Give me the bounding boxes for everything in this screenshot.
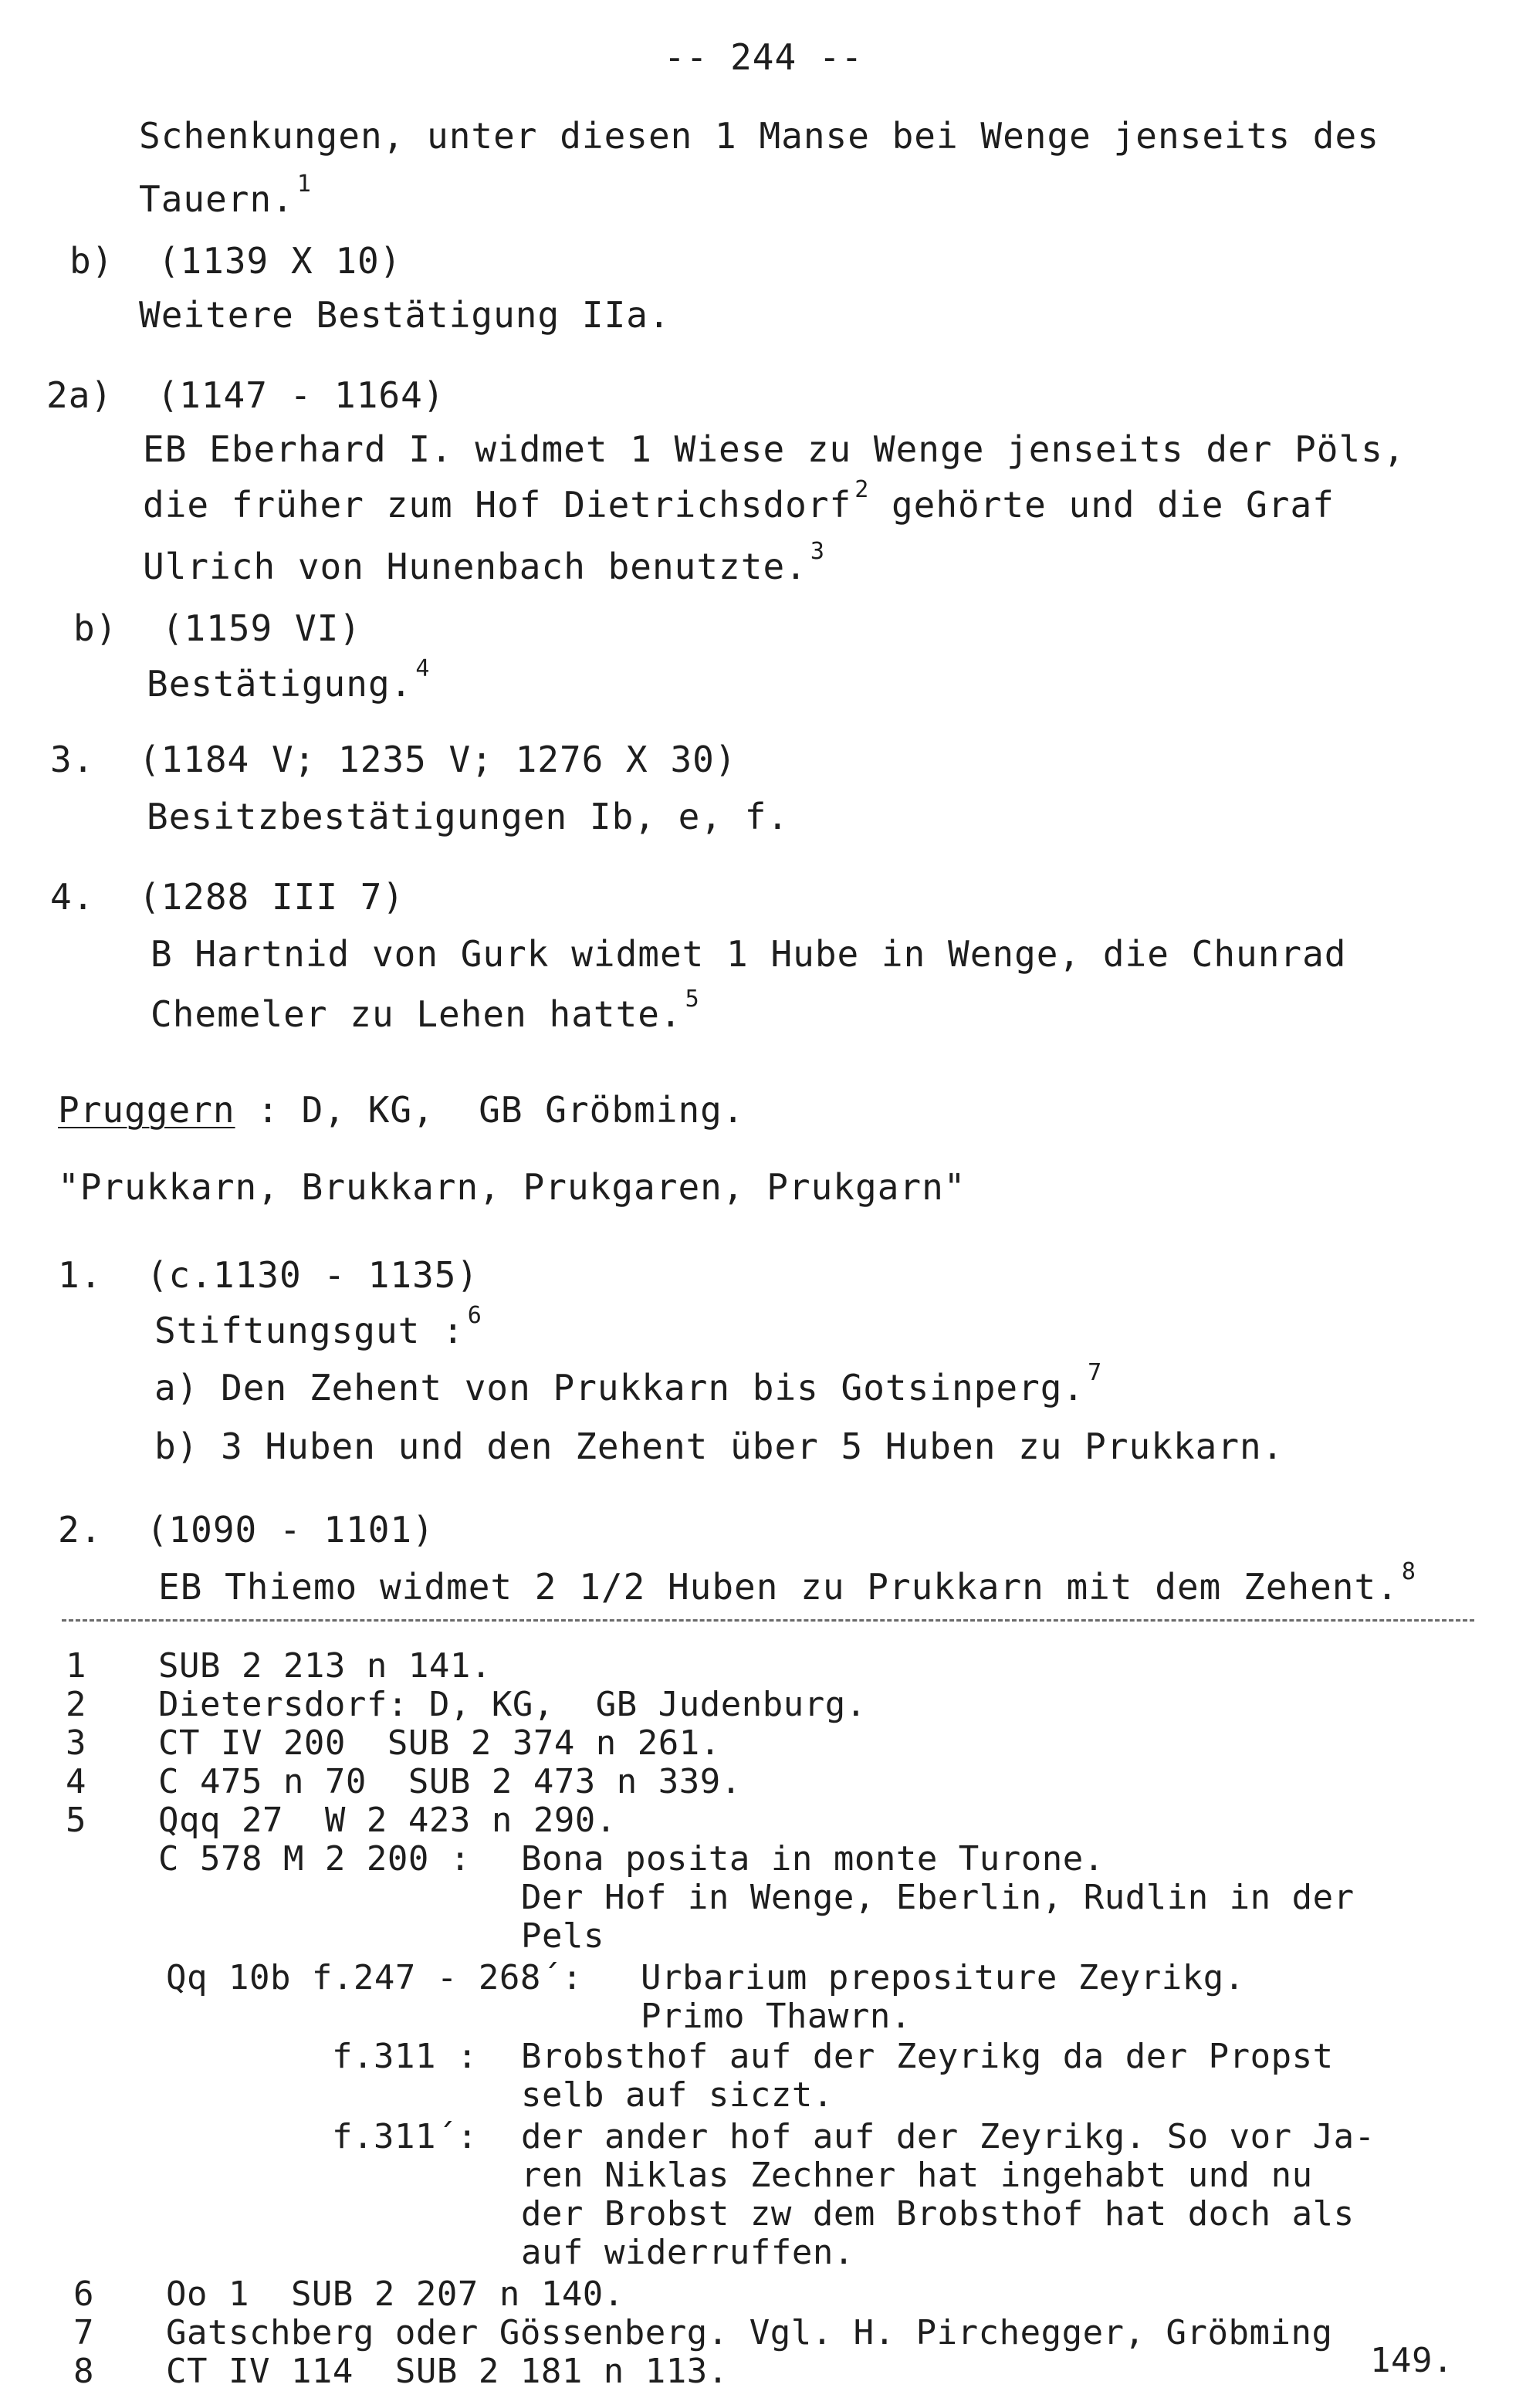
footnote-ref-4: 4 — [415, 655, 431, 682]
entry-2b-heading: b) (1159 VI) — [73, 607, 362, 649]
body-line-20: a) Den Zehent von Prukkarn bis Gotsinperg. $^7$ — [154, 1359, 1103, 1409]
body-line-8: Ulrich von Hunenbach benutzte. $^3$ — [143, 538, 825, 587]
footnote-5-qq10b-line-2: Primo Thawrn. — [641, 1997, 912, 2036]
footnote-number-4: 4 — [66, 1762, 86, 1801]
body-line-19: Stiftungsgut : $^6$ — [154, 1302, 482, 1351]
page-number: -- 244 -- — [664, 36, 864, 78]
footnote-number-2: 2 — [66, 1685, 86, 1724]
entry-3-heading: 3. (1184 V; 1235 V; 1276 X 30) — [50, 739, 737, 780]
footnote-5-c578-line-2: Der Hof in Wenge, Eberlin, Rudlin in der — [521, 1878, 1355, 1917]
footnote-ref-6: 6 — [467, 1302, 482, 1329]
footnote-5-f311-line-1: Brobsthof auf der Zeyrikg da der Propst — [521, 2037, 1334, 2076]
body-line-4: Weitere Bestätigung IIa. — [139, 294, 671, 336]
footnote-ref-7: 7 — [1088, 1359, 1103, 1386]
entry-4-heading: 4. (1288 III 7) — [50, 876, 405, 918]
footnote-text-1: SUB 2 213 n 141. — [158, 1646, 492, 1686]
footnote-5-f311v-line-4: auf widerruffen. — [521, 2233, 854, 2272]
footnote-number-3: 3 — [66, 1723, 86, 1763]
footnote-5-source-f311v: f.311´: — [332, 2117, 478, 2156]
footnote-ref-5: 5 — [685, 986, 700, 1013]
footnote-text-6: Oo 1 SUB 2 207 n 140. — [166, 2274, 624, 2314]
body-line-23: EB Thiemo widmet 2 1/2 Huben zu Prukkarn mit dem Zehent. $^8$ — [158, 1558, 1416, 1608]
footnote-5-f311v-line-3: der Brobst zw dem Brobsthof hat doch als — [521, 2194, 1355, 2234]
entry-1b-heading: b) (1139 X 10) — [69, 240, 402, 282]
entry-p1-heading: 1. (c.1130 - 1135) — [58, 1254, 479, 1296]
place-name: Pruggern — [58, 1089, 235, 1131]
body-line-21: b) 3 Huben und den Zehent über 5 Huben zu Prukkarn. — [154, 1426, 1284, 1467]
footnote-ref-8: 8 — [1401, 1558, 1416, 1585]
body-line-6: EB Eberhard I. widmet 1 Wiese zu Wenge jenseits der Pöls, — [143, 428, 1406, 470]
entry-2a-heading: 2a) (1147 - 1164) — [46, 374, 445, 416]
footnote-5-f311v-line-1: der ander hof auf der Zeyrikg. So vor Ja- — [521, 2117, 1375, 2156]
footnote-5-qq10b-line-1: Urbarium prepositure Zeyrikg. — [641, 1958, 1245, 1997]
footnote-number-6: 6 — [73, 2274, 94, 2314]
footnote-text-7-continued: 149. — [1370, 2341, 1453, 2380]
footnote-ref-2: 2 — [854, 476, 870, 503]
body-line-7: die früher zum Hof Dietrichsdorf $^2$ gehörte und die Graf — [143, 476, 1335, 526]
footnote-5-source-f311: f.311 : — [332, 2037, 478, 2076]
footnote-5-f311v-line-2: ren Niklas Zechner hat ingehabt und nu — [521, 2156, 1313, 2195]
footnote-text-2: Dietersdorf: D, KG, GB Judenburg. — [158, 1685, 867, 1724]
body-line-2: Tauern. $^1$ — [139, 171, 312, 220]
footnote-number-5: 5 — [66, 1801, 86, 1840]
footnote-number-8: 8 — [73, 2352, 94, 2391]
footnote-separator — [62, 1619, 1474, 1622]
footnote-text-7: Gatschberg oder Gössenberg. Vgl. H. Pirchegger, Gröbming — [166, 2313, 1333, 2352]
footnote-5-source-c578: C 578 M 2 200 : — [158, 1839, 471, 1879]
place-heading-pruggern: Pruggern : D, KG, GB Gröbming. — [58, 1089, 745, 1131]
footnote-ref-1: 1 — [296, 171, 312, 198]
place-name-variants: "Prukkarn, Brukkarn, Prukgaren, Prukgarn" — [58, 1166, 966, 1208]
footnote-text-4: C 475 n 70 SUB 2 473 n 339. — [158, 1762, 742, 1801]
entry-p2-heading: 2. (1090 - 1101) — [58, 1509, 435, 1551]
body-line-15: Chemeler zu Lehen hatte. $^5$ — [151, 986, 700, 1035]
footnote-text-8: CT IV 114 SUB 2 181 n 113. — [166, 2352, 729, 2391]
body-line-10: Bestätigung. $^4$ — [147, 655, 431, 705]
footnote-text-3: CT IV 200 SUB 2 374 n 261. — [158, 1723, 721, 1763]
footnote-text-5: Qqq 27 W 2 423 n 290. — [158, 1801, 617, 1840]
body-line-12: Besitzbestätigungen Ib, e, f. — [147, 796, 790, 837]
footnote-5-c578-line-3: Pels — [521, 1916, 604, 1956]
footnote-number-7: 7 — [73, 2313, 94, 2352]
footnote-number-1: 1 — [66, 1646, 86, 1686]
footnote-5-f311-line-2: selb auf siczt. — [521, 2075, 834, 2115]
footnote-ref-3: 3 — [810, 538, 825, 565]
body-line-14: B Hartnid von Gurk widmet 1 Hube in Wenge, die Chunrad — [151, 933, 1347, 975]
body-line-1: Schenkungen, unter diesen 1 Manse bei Wenge jenseits des — [139, 115, 1379, 157]
footnote-5-c578-line-1: Bona posita in monte Turone. — [521, 1839, 1105, 1879]
footnote-5-source-qq10b: Qq 10b f.247 - 268´: — [166, 1958, 583, 1997]
